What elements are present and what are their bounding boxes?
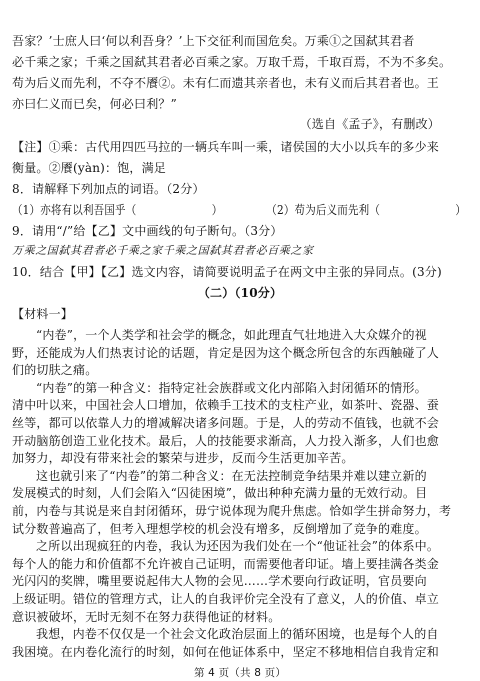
material-line: 之所以出现疯狂的内卷，我认为还因为我们处在一个“他证社会”的体系中。 — [36, 539, 440, 554]
material-line: 试分数普遍高了，但考入理想学校的机会没有增多，反倒增加了竞争的难度。 — [12, 521, 427, 536]
source-citation: （选自《孟子》，有删改） — [299, 117, 440, 131]
material-line: 光闪闪的奖牌，嘴里要说起伟大人物的会见……学术要向行政证明，官员要向 — [12, 574, 427, 589]
material-line: 丝等，都可以依靠人力的增减解决诸多问题。于是，人的劳动不值钱，也就不会 — [12, 416, 440, 430]
classical-text-line: 亦曰仁义而已矣，何必曰利？” — [12, 97, 177, 111]
classical-text-line: 苟为后义而先利，不夺不餍②。未有仁而遗其亲者也，未有义而后其君者也。王 — [12, 76, 440, 90]
material-line: 前，内卷与其说是来自封闭循环，毋宁说体现为爬升焦虑。恰如学生拼命努力，考 — [12, 504, 452, 518]
material-line: 这也就引来了“内卷”的第二种含义：在无法控制竞争结果并难以建立新的 — [36, 468, 427, 483]
classical-text-line: 吾家？’士庶人曰‘何以利吾身？’上下交征利而国危矣。万乘①之国弑其君者 — [12, 34, 415, 48]
q8-item-2: （2）苟为后义而先利（ — [266, 203, 381, 217]
material-line: “内卷”，一个人类学和社会学的概念，如此理直气壮地进入大众媒介的视 — [36, 328, 427, 342]
classical-text-line: 必千乘之家；千乘之国弑其君者必百乘之家。万取千焉，千取百焉，不为不多矣。 — [12, 55, 452, 69]
material-line: “内卷”的第一种含义：指特定社会族群或文化内部陷入封闭循环的情形。 — [36, 380, 427, 395]
material-line: 们的切肤之痛。 — [12, 363, 98, 378]
material-line: 我想，内卷不仅仅是一个社会文化政治层面上的循环困境，也是每个人的自 — [36, 627, 439, 642]
question-8-items: （1）亦将有以利吾国乎（ ） （2）苟为后义而先利（ ） — [12, 203, 467, 217]
material-line: 发展模式的时刻，人们会陷入“囚徒困境”，做出种种充满力量的无效行动。目 — [12, 486, 428, 501]
section-heading: （二）（10分） — [197, 286, 283, 300]
material-line: 意识被破坏，无时无刻不在努力获得他证的材料。 — [12, 609, 281, 624]
page-footer: 第 4 页（共 8 页） — [0, 665, 480, 681]
annotation-note: 【注】①乘：古代用四匹马拉的一辆兵车叫一乘，诸侯国的大小以兵车的多少来 — [12, 140, 440, 154]
material-line: 我困境。在内卷化流行的时刻，如何在他证体系中，坚定不移地相信自我肯定和 — [12, 644, 440, 659]
material-label: 【材料一】 — [12, 307, 74, 321]
material-line: 野，还能成为人们热衷讨论的话题，肯定是因为这个概念所包含的东西触碰了人 — [12, 345, 440, 360]
material-line: 上级证明。错位的管理方式，让人的自我评价完全没有了意义，人的价值、卓立 — [12, 592, 440, 606]
question-10-stem: 10．结合【甲】【乙】选文内容，请简要说明孟子在两文中主张的异同点。(3分) — [12, 265, 442, 279]
question-9-stem: 9．请用“/”给【乙】文中画线的句子断句。（3分） — [12, 224, 283, 238]
material-line: 清中叶以来，中国社会人口增加，依赖手工技术的支柱产业，如茶叶、瓷器、蚕 — [12, 398, 440, 413]
material-line: 开动脑筋创造工业化技术。最后，人的技能要求渐高，人力投入渐多，人们也愈 — [12, 433, 440, 448]
handwritten-sentence: 万乘之国弑其君者必千乘之家千乘之国弑其君者必百乘之家 — [12, 244, 314, 257]
annotation-note: 衡量。②餍(yàn)：饱，满足 — [12, 161, 167, 175]
q8-item-1: （1）亦将有以利吾国乎（ — [12, 203, 137, 217]
material-line: 每个人的能力和价值都不允许被自己证明，而需要他者印证。墙上要挂满各类金 — [12, 556, 440, 571]
material-line: 加努力，却没有带来社会的繁荣与进步，反而今生活更加辛苦。 — [12, 451, 354, 466]
question-8-stem: 8．请解释下列加点的词语。（2分） — [12, 182, 205, 196]
